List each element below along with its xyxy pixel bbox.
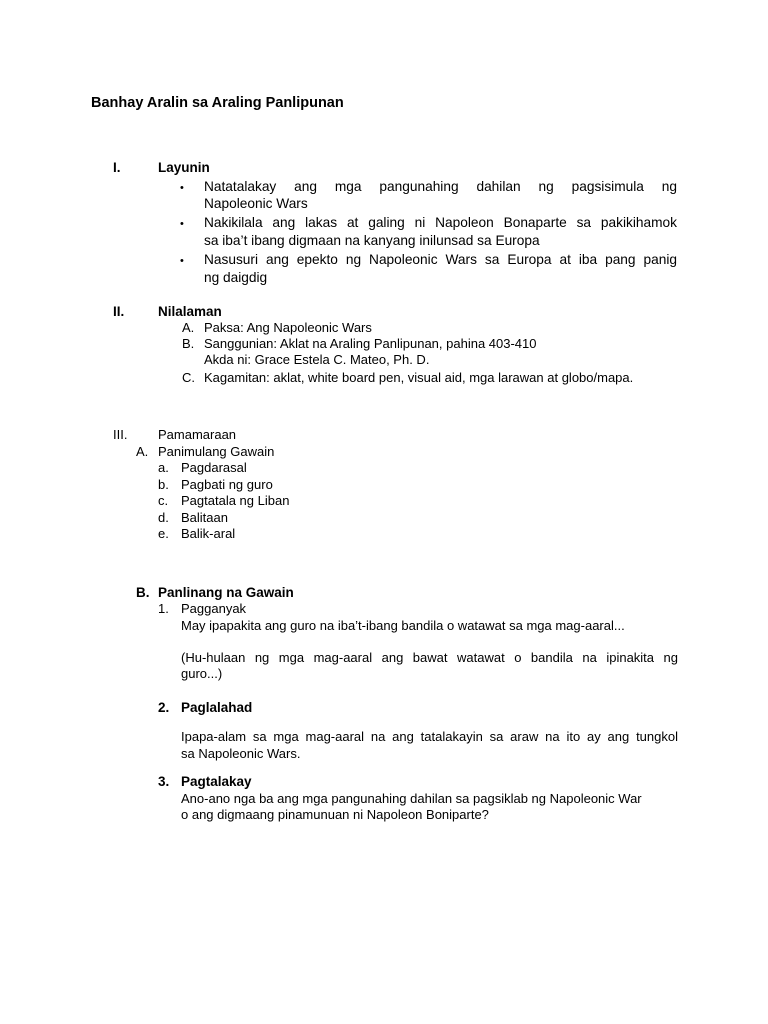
bullet-icon: • xyxy=(180,218,184,230)
objective-1-line-2: Napoleonic Wars xyxy=(204,196,308,211)
list-item: Pagdarasal xyxy=(181,460,247,475)
list-marker: B. xyxy=(182,336,195,351)
list-marker: a. xyxy=(158,460,169,475)
content-reference: Sanggunian: Aklat na Araling Panlipunan, pahina 403-410 xyxy=(204,336,537,351)
content-reference-author: Akda ni: Grace Estela C. Mateo, Ph. D. xyxy=(204,352,430,367)
section-heading-nilalaman: Nilalaman xyxy=(158,304,222,319)
list-item: Pagbati ng guro xyxy=(181,477,273,492)
objective-3-line-1: Nasusuri ang epekto ng Napoleonic Wars sa Europa at iba pang panig xyxy=(204,252,677,267)
step-note-line-2: guro...) xyxy=(181,666,223,681)
part-b-heading: Panlinang na Gawain xyxy=(158,585,294,600)
list-marker: A. xyxy=(136,444,149,459)
bullet-icon: • xyxy=(180,255,184,267)
document-title: Banhay Aralin sa Araling Panlipunan xyxy=(91,95,344,111)
list-marker: c. xyxy=(158,493,169,508)
list-marker: 2. xyxy=(158,700,170,715)
step-note-line-1: (Hu-hulaan ng mga mag-aaral ang bawat watawat o bandila na ipinakita ng xyxy=(181,650,678,665)
list-marker: 3. xyxy=(158,774,170,789)
section-numeral-1: I. xyxy=(113,160,121,175)
step-body-line-2: sa Napoleonic Wars. xyxy=(181,746,301,761)
objective-2-line-2: sa iba’t ibang digmaan na kanyang inilunsad sa Europa xyxy=(204,233,540,248)
list-marker: B. xyxy=(136,585,150,600)
list-marker: b. xyxy=(158,477,169,492)
section-numeral-3: III. xyxy=(113,427,128,442)
list-marker: A. xyxy=(182,320,195,335)
list-marker: d. xyxy=(158,510,169,525)
step-body: May ipapakita ang guro na iba’t-ibang bandila o watawat sa mga mag-aaral... xyxy=(181,618,625,633)
objective-2-line-1: Nakikilala ang lakas at galing ni Napoleon Bonaparte sa pakikihamok xyxy=(204,215,677,230)
step-body-line-1: Ano-ano nga ba ang mga pangunahing dahilan sa pagsiklab ng Napoleonic War xyxy=(181,791,642,806)
step-heading-paglalahad: Paglalahad xyxy=(181,700,253,715)
list-item: Pagtatala ng Liban xyxy=(181,493,290,508)
content-materials: Kagamitan: aklat, white board pen, visual aid, mga larawan at globo/mapa. xyxy=(204,370,634,385)
list-marker: C. xyxy=(182,370,195,385)
list-marker: 1. xyxy=(158,601,169,616)
list-marker: e. xyxy=(158,526,169,541)
section-heading-pamamaraan: Pamamaraan xyxy=(158,427,237,442)
objective-3-line-2: ng daigdig xyxy=(204,270,268,285)
part-a-heading: Panimulang Gawain xyxy=(158,444,275,459)
list-item: Balitaan xyxy=(181,510,228,525)
section-numeral-2: II. xyxy=(113,304,125,319)
step-body-line-2: o ang digmaang pinamunuan ni Napoleon Boniparte? xyxy=(181,807,489,822)
objective-1-line-1: Natatalakay ang mga pangunahing dahilan ng pagsisimula ng xyxy=(204,179,677,194)
step-heading-pagtalakay: Pagtalakay xyxy=(181,774,252,789)
content-topic: Paksa: Ang Napoleonic Wars xyxy=(204,320,372,335)
list-item: Balik-aral xyxy=(181,526,236,541)
section-heading-layunin: Layunin xyxy=(158,160,210,175)
step-heading-pagganyak: Pagganyak xyxy=(181,601,247,616)
step-body-line-1: Ipapa-alam sa mga mag-aaral na ang tatalakayin sa araw na ito ay ang tungkol xyxy=(181,729,678,744)
bullet-icon: • xyxy=(180,182,184,194)
